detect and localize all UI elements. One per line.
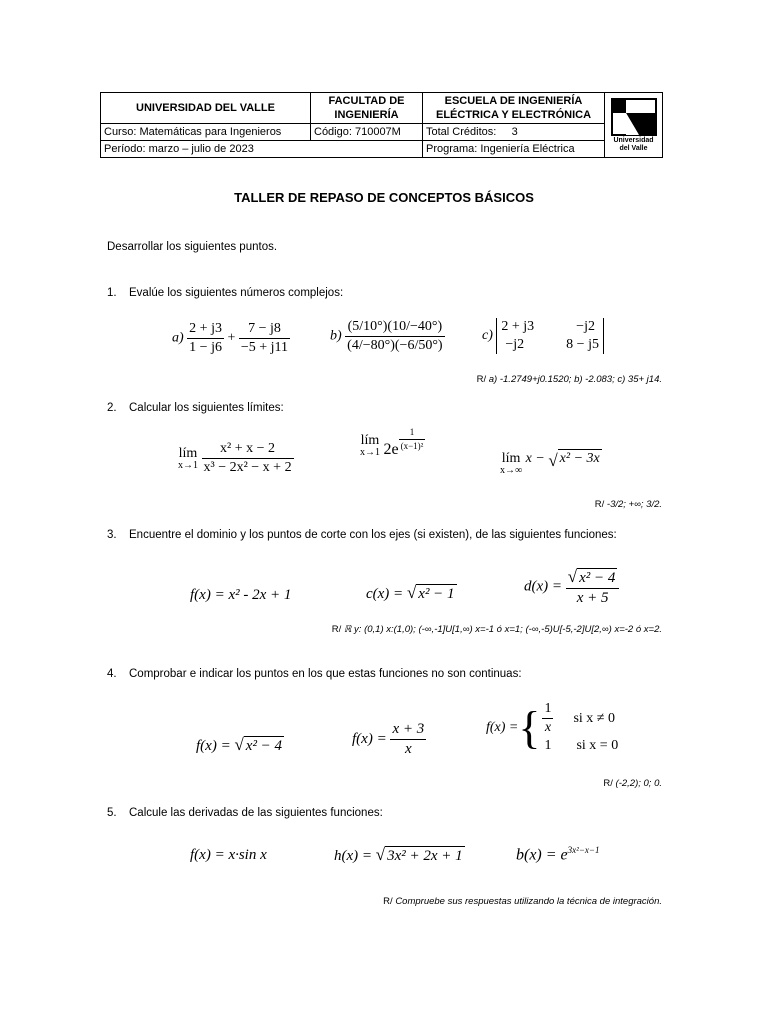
function-lhs: b(x) = e xyxy=(516,846,568,864)
function-lhs: c(x) = xyxy=(366,586,407,602)
denominator: (4/−80°)(−6/50°) xyxy=(347,338,443,353)
function-lhs: f(x) = xyxy=(352,730,391,747)
math-complex-a xyxy=(172,322,290,355)
question-text: Evalúe los siguientes números complejos: xyxy=(129,287,344,299)
lim-word: lím xyxy=(501,451,521,466)
course-name: Curso: Matemáticas para Ingenieros xyxy=(101,124,311,141)
answer-text: (-2,2); 0; 0. xyxy=(615,778,662,789)
limit-expression: 2e xyxy=(383,441,399,458)
limit-operator xyxy=(360,434,380,458)
logo-caption-2: del Valle xyxy=(619,145,648,152)
math-limit-3 xyxy=(500,452,602,476)
sqrt-icon: √ xyxy=(406,583,417,602)
plus-sign: + xyxy=(227,330,236,346)
determinant-row: −j2 8 − j5 xyxy=(505,337,599,352)
limit-operator xyxy=(500,452,522,476)
math-label: c) xyxy=(482,328,493,343)
case-value: 1 xyxy=(544,738,552,753)
lim-word: lím xyxy=(178,445,198,461)
fraction xyxy=(345,320,444,353)
math-limit-1 xyxy=(178,442,294,475)
numerator xyxy=(566,568,620,589)
numerator: (5/10°)(10/−40°) xyxy=(345,320,444,337)
answer-text: Compruebe sus respuestas utilizando la técnica de integración. xyxy=(395,896,662,907)
question-1 xyxy=(107,287,343,299)
intro-text: Desarrollar los siguientes puntos. xyxy=(107,241,278,253)
math-function-d xyxy=(524,568,619,606)
math-derivative-b xyxy=(516,846,600,863)
answer-lead: R/ xyxy=(383,896,393,907)
limit-expression: x − xyxy=(525,451,549,466)
school-name: ESCUELA DE INGENIERÍA ELÉCTRICA Y ELECTRÓNICA xyxy=(423,93,605,124)
math-label: b) xyxy=(330,328,342,344)
program: Programa: Ingeniería Eléctrica xyxy=(423,141,605,158)
radicand: x² − 1 xyxy=(418,586,455,602)
brace-icon: { xyxy=(518,701,541,753)
sqrt-icon: √ xyxy=(567,567,578,586)
fraction xyxy=(390,722,426,757)
case-condition: si x ≠ 0 xyxy=(573,710,615,726)
math-label: a) xyxy=(172,330,184,346)
numerator: 2 + j3 xyxy=(187,322,224,339)
univalle-logo-icon xyxy=(611,98,657,136)
course-code: Código: 710007M xyxy=(311,124,423,141)
math-function-f: f(x) = x² - 2x + 1 xyxy=(190,587,292,603)
numerator: x² + x − 2 xyxy=(202,442,294,459)
answer-text: ℝ y: (0,1) x:(1,0); (-∞,-1]U[1,∞) x=-1 ó x=1; (-∞,-5)U[-5,-2]U[2,∞) x=-2 ó x=2. xyxy=(343,624,662,635)
function-lhs: f(x) = xyxy=(486,719,519,735)
sqrt-icon: √ xyxy=(548,451,558,470)
numerator: 7 − j8 xyxy=(239,322,290,339)
question-5 xyxy=(107,807,383,819)
answer-lead: R/ xyxy=(331,624,342,635)
answer-2 xyxy=(595,499,662,510)
math-derivative-h xyxy=(334,846,465,864)
period: Período: marzo – julio de 2023 xyxy=(101,141,423,158)
case-row xyxy=(542,702,618,735)
fraction xyxy=(202,442,294,475)
denominator: x³ − 2x² − x + 2 xyxy=(203,460,292,475)
faculty-name: FACULTAD DE INGENIERÍA xyxy=(311,93,423,124)
question-text: Calcular los siguientes límites: xyxy=(129,402,284,414)
question-text: Encuentre el dominio y los puntos de corte con los ejes (si existen), de las siguientes funciones: xyxy=(129,529,617,541)
determinant-row: 2 + j3 −j2 xyxy=(501,319,595,334)
answer-text: a) -1.2749+j0.1520; b) -2.083; c) 35+ j14. xyxy=(488,374,662,385)
case-condition: si x = 0 xyxy=(576,738,619,753)
denominator: 1 − j6 xyxy=(189,340,222,355)
denominator: (x−1)² xyxy=(400,441,424,451)
radicand: x² − 4 xyxy=(245,738,283,754)
answer-lead: R/ xyxy=(594,499,605,510)
fraction xyxy=(187,322,224,355)
question-number: 2. xyxy=(107,402,117,414)
fraction xyxy=(566,568,620,606)
question-text: Comprobar e indicar los puntos en los que estas funciones no son continuas: xyxy=(129,668,522,680)
denominator: x xyxy=(544,720,552,735)
answer-lead: R/ xyxy=(476,374,487,385)
university-name: UNIVERSIDAD DEL VALLE xyxy=(101,93,311,124)
answer-lead: R/ xyxy=(603,778,613,789)
question-number: 3. xyxy=(107,529,117,541)
radicand: 3x² + 2x + 1 xyxy=(387,848,463,864)
fraction xyxy=(542,702,553,735)
lim-subscript: x→∞ xyxy=(500,465,523,476)
radicand: x² − 3x xyxy=(559,451,600,466)
determinant xyxy=(496,318,604,354)
math-function-c xyxy=(366,584,457,602)
denominator: x xyxy=(404,741,412,757)
exponent-fraction xyxy=(399,428,426,451)
piecewise-cases xyxy=(542,702,618,753)
lim-subscript: x→1 xyxy=(178,459,198,471)
sqrt-icon: √ xyxy=(234,735,244,754)
logo-caption-1: Universidad xyxy=(613,137,654,144)
function-lhs: f(x) = xyxy=(196,738,235,754)
lim-subscript: x→1 xyxy=(360,447,380,458)
answer-5 xyxy=(383,896,662,907)
question-2 xyxy=(107,402,284,414)
limit-operator xyxy=(178,447,198,471)
answer-4 xyxy=(603,778,662,789)
sqrt-icon: √ xyxy=(375,845,386,864)
math-complex-c xyxy=(482,318,604,354)
case-row xyxy=(542,739,618,753)
question-3 xyxy=(107,529,617,541)
math-limit-2 xyxy=(360,427,425,458)
total-credits: Total Créditos: 3 xyxy=(423,124,605,141)
page-title: TALLER DE REPASO DE CONCEPTOS BÁSICOS xyxy=(234,190,534,205)
function-lhs: h(x) = xyxy=(334,848,376,864)
math-function-piecewise xyxy=(486,702,618,753)
numerator: 1 xyxy=(399,428,426,440)
question-number: 1. xyxy=(107,287,117,299)
radicand: x² − 4 xyxy=(579,570,616,586)
exponent: 3x²−x−1 xyxy=(567,845,600,855)
answer-text: -3/2; +∞; 3/2. xyxy=(606,499,662,510)
question-text: Calcule las derivadas de las siguientes funciones: xyxy=(129,807,383,819)
question-4 xyxy=(107,668,522,680)
numerator: 1 xyxy=(542,702,553,719)
math-derivative-f: f(x) = x·sin x xyxy=(190,847,267,863)
question-number: 5. xyxy=(107,807,117,819)
math-function-sqrt xyxy=(196,736,284,754)
function-lhs: d(x) = xyxy=(524,578,566,595)
answer-1 xyxy=(477,374,662,385)
denominator: x + 5 xyxy=(576,590,609,606)
numerator: x + 3 xyxy=(390,722,426,740)
math-complex-b xyxy=(330,320,445,353)
lim-word: lím xyxy=(360,433,380,448)
question-number: 4. xyxy=(107,668,117,680)
denominator: −5 + j11 xyxy=(240,340,289,355)
header-table xyxy=(100,92,663,158)
math-function-rational xyxy=(352,722,426,757)
university-logo xyxy=(605,93,663,158)
answer-3 xyxy=(332,624,662,635)
fraction xyxy=(239,322,290,355)
